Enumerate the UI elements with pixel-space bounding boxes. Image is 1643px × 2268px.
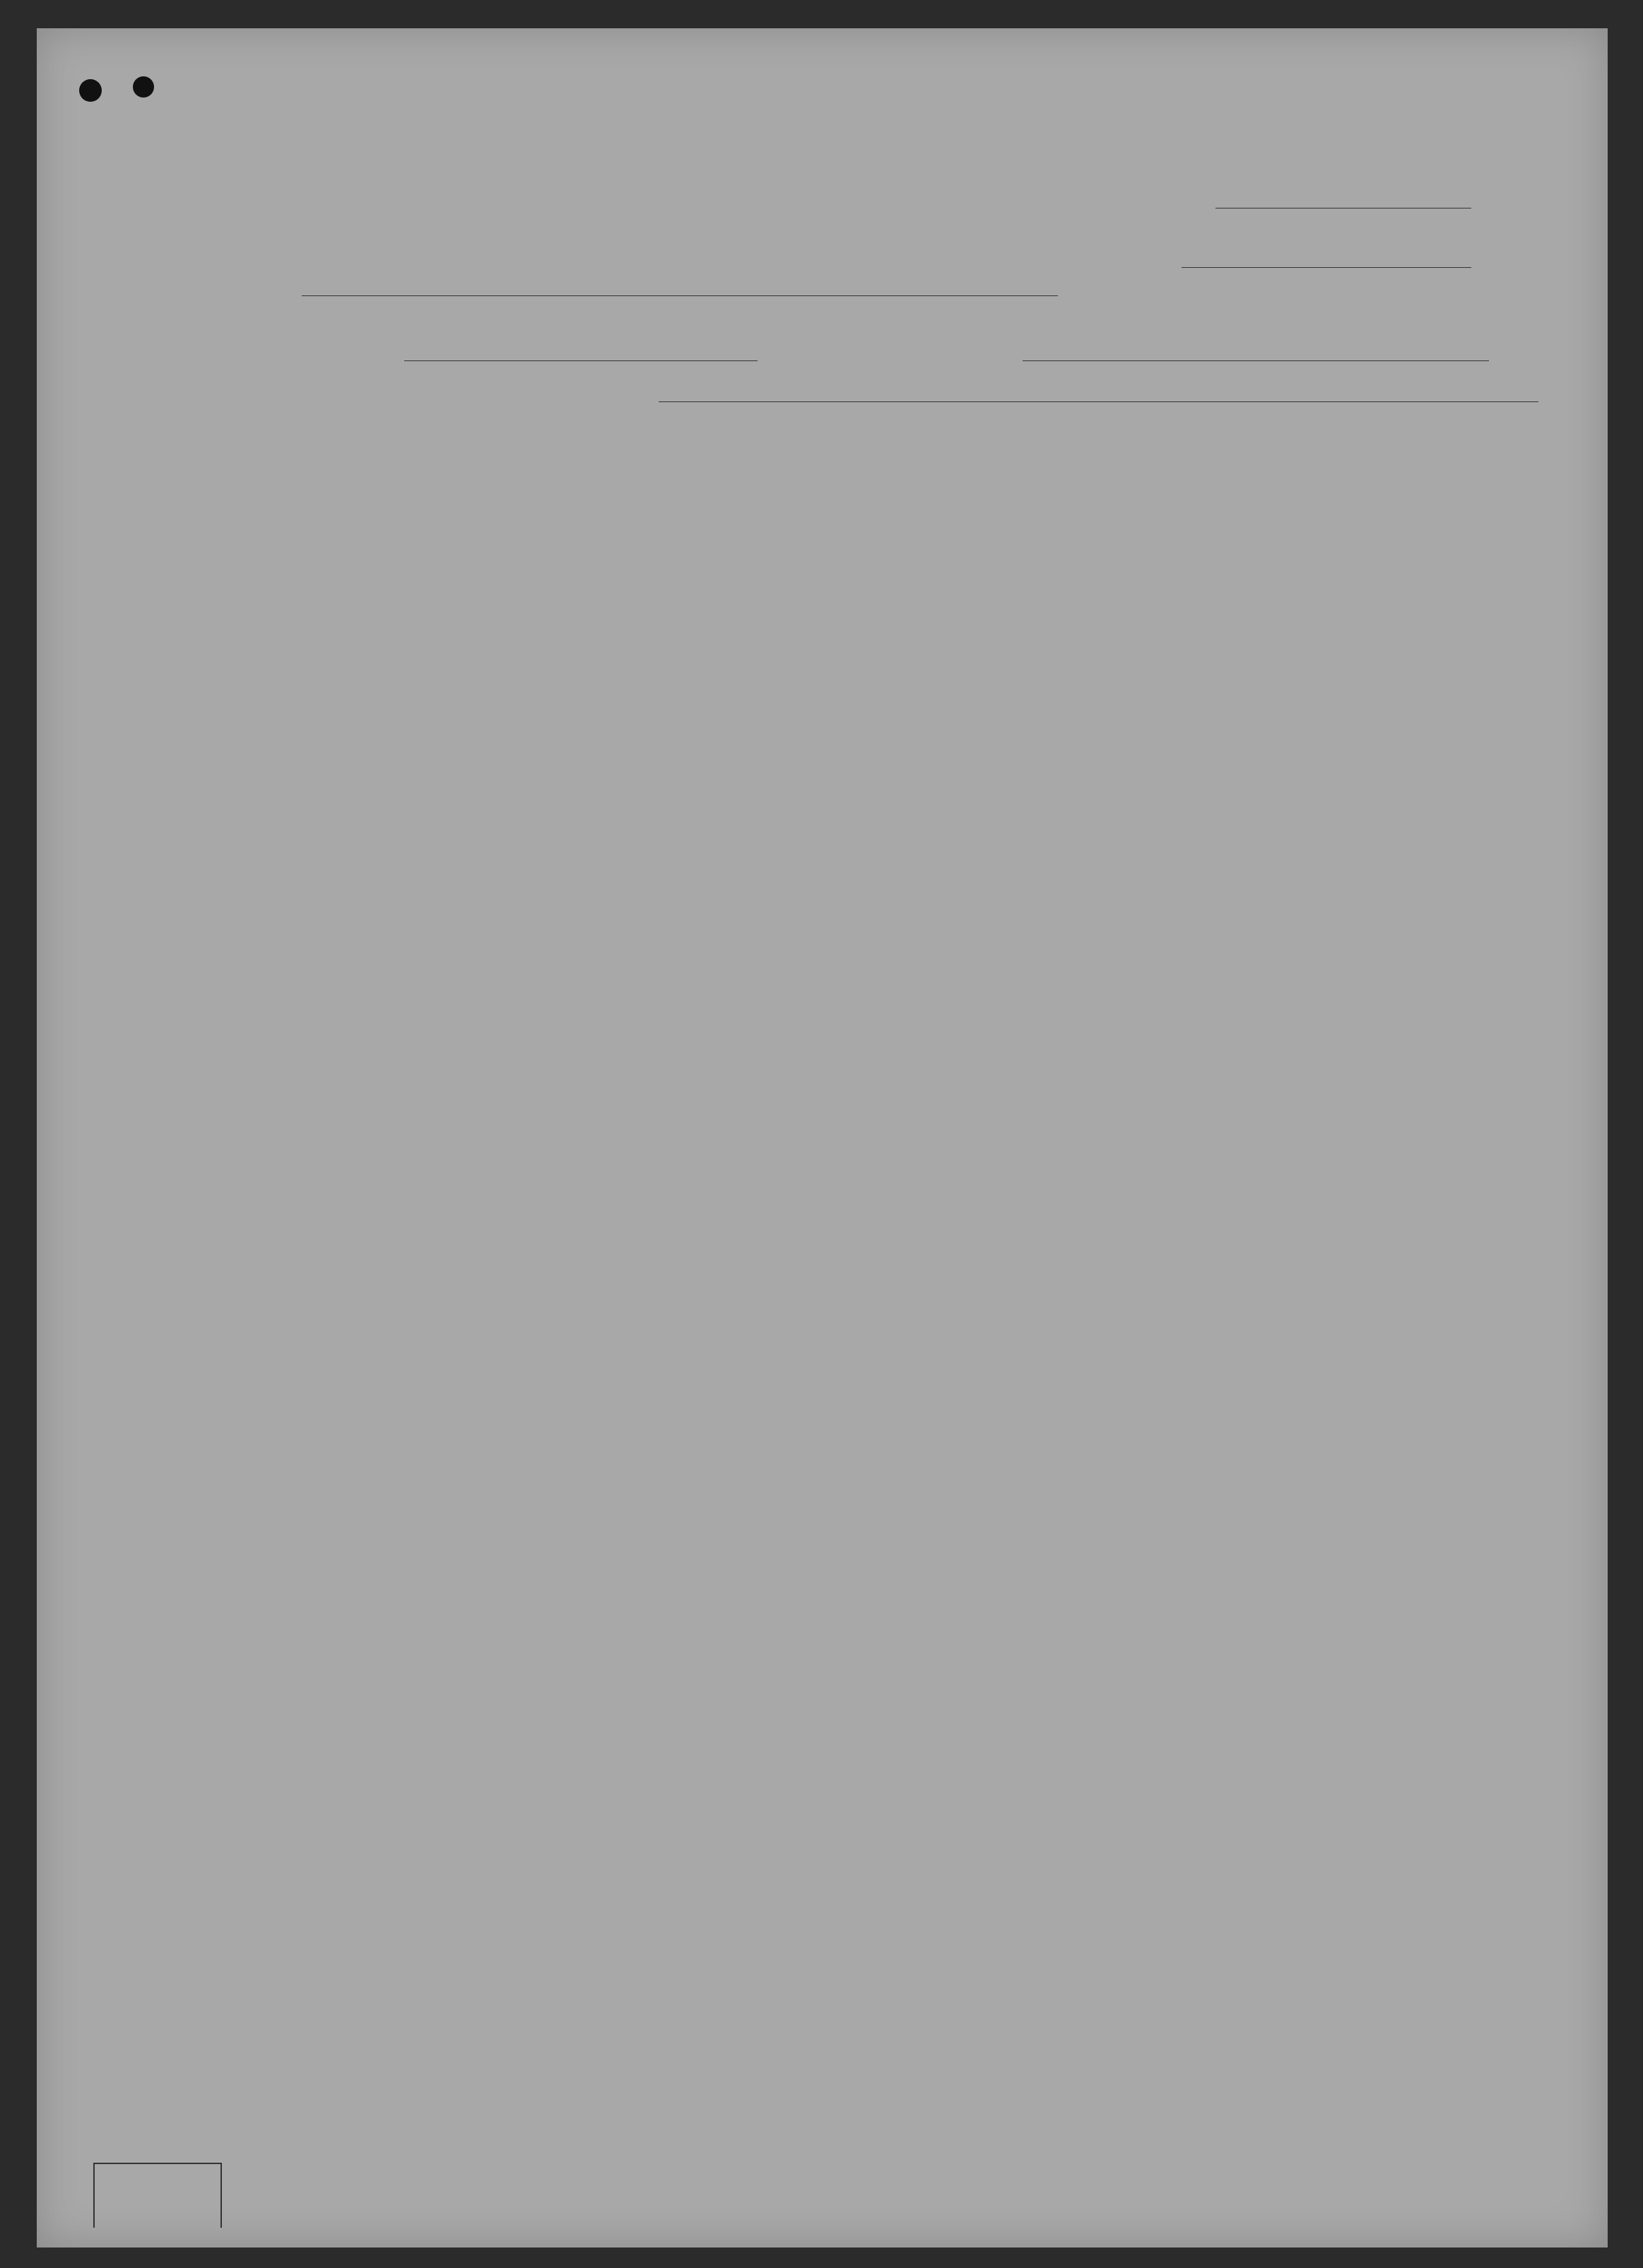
date-arrival-line <box>404 360 758 361</box>
class-line <box>1182 267 1471 268</box>
document-sheet <box>37 28 1608 2248</box>
port-line <box>1023 360 1489 361</box>
punch-hole <box>79 79 102 102</box>
carrier-line <box>302 295 1058 296</box>
punch-hole <box>133 76 154 98</box>
last-port-line <box>659 401 1111 402</box>
total-box <box>93 2163 222 2228</box>
date-departed-line <box>1090 401 1538 402</box>
